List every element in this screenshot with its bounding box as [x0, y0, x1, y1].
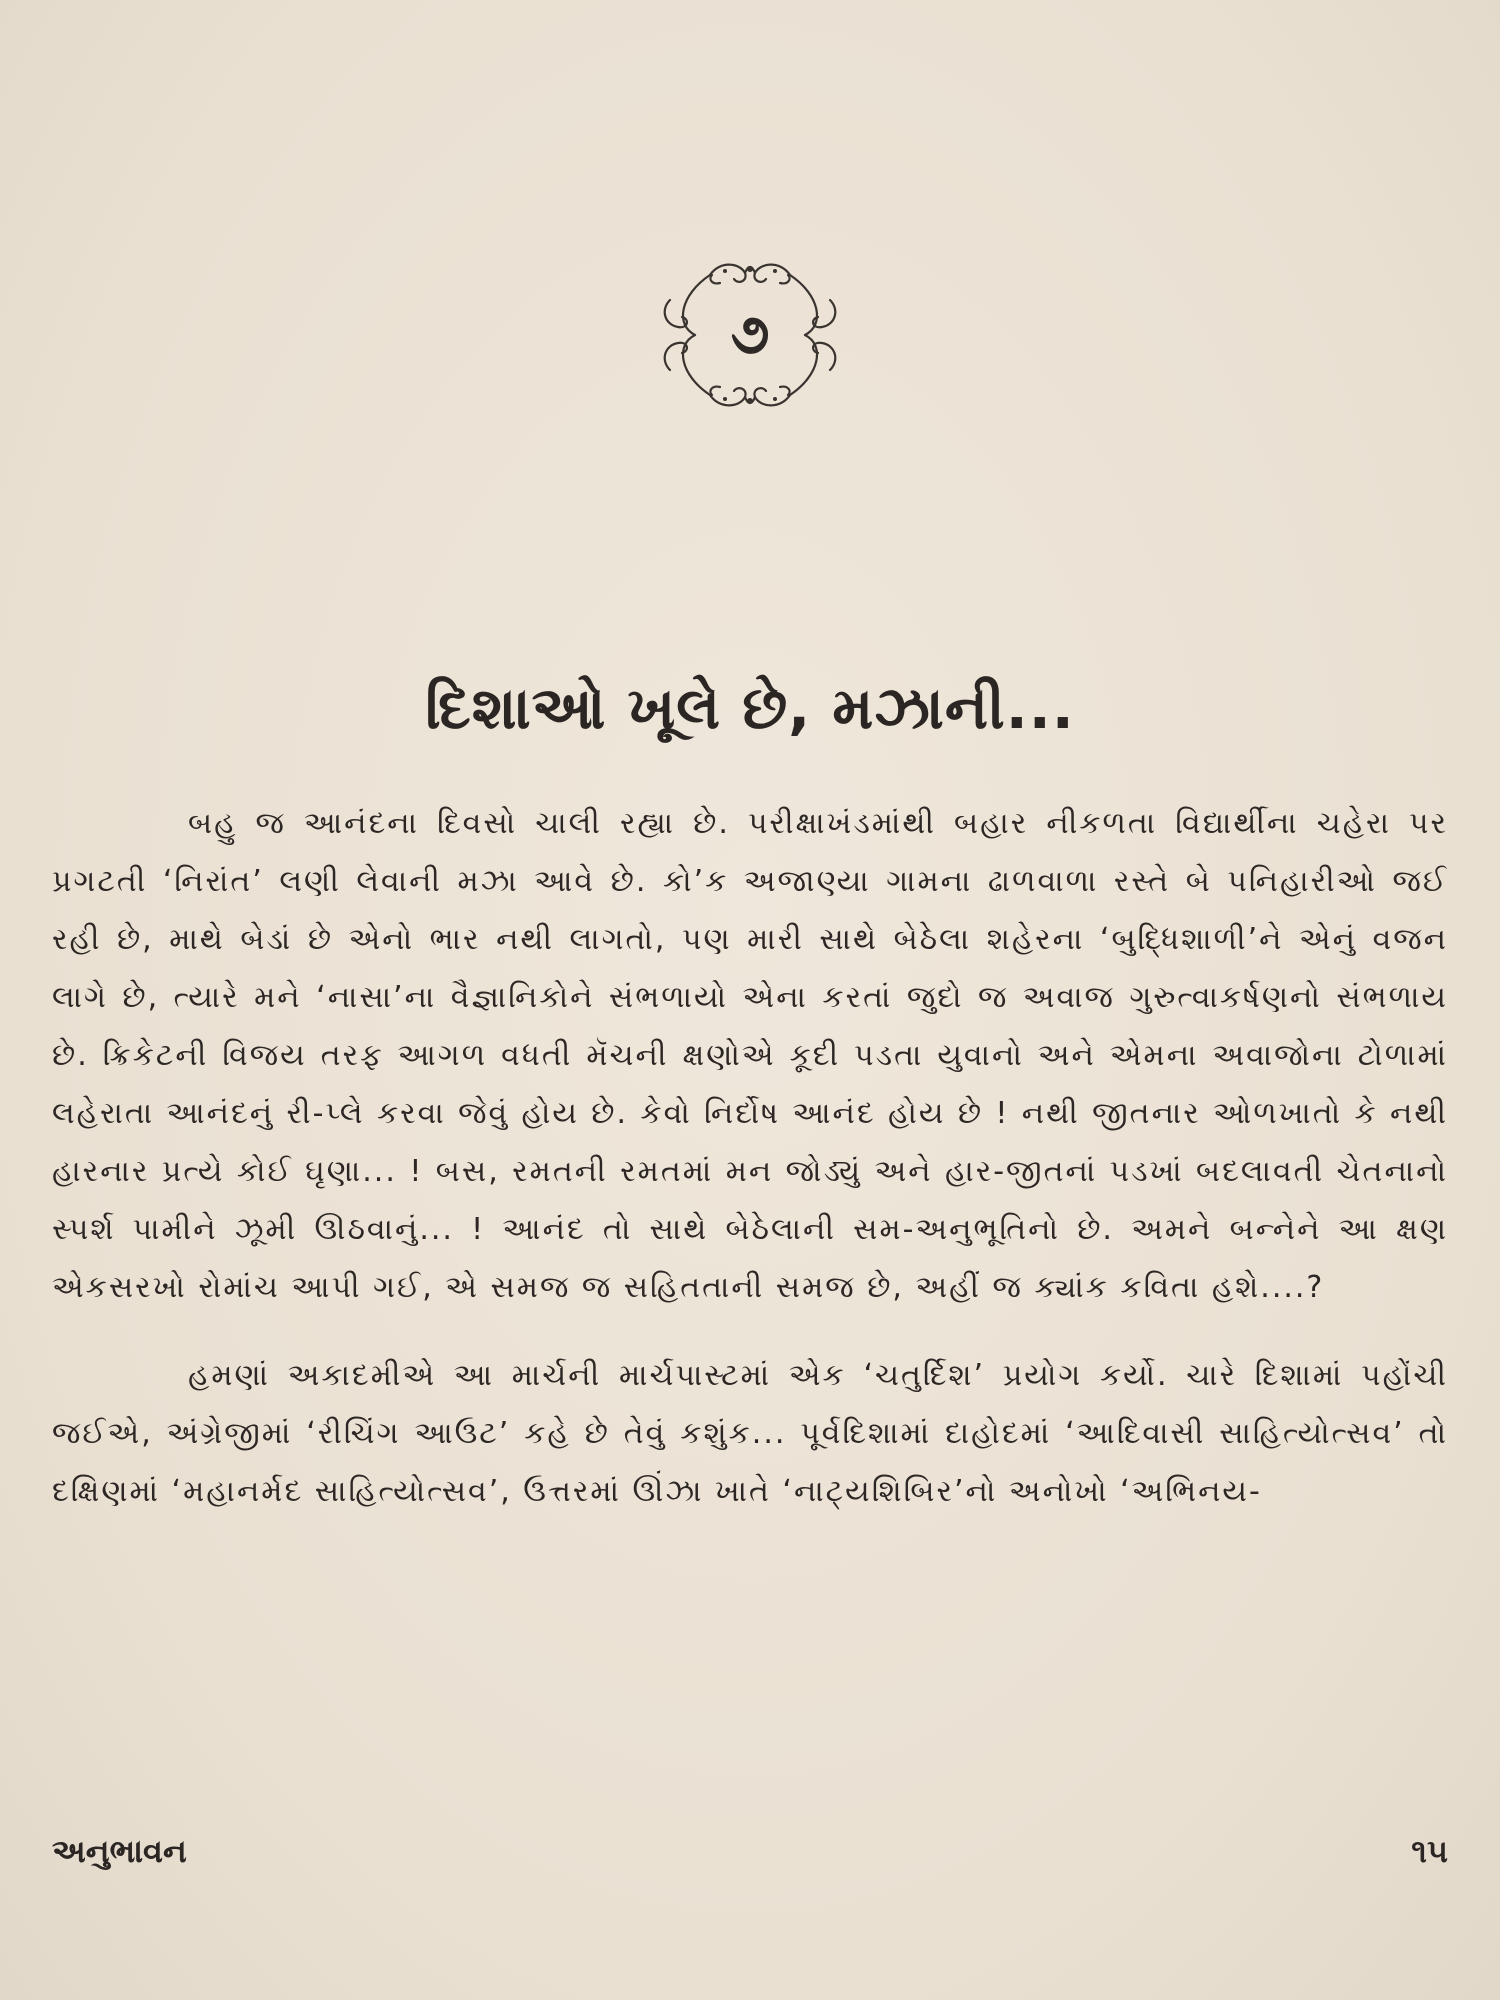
chapter-body	[52, 795, 1448, 1521]
paragraph: હમણાં અકાદમીએ આ માર્ચની માર્ચપાસ્ટમાં એક ‘ચતુર્દિશ’ પ્રયોગ કર્યો. ચારે દિશામાં પહોંચી જઈએ, અંગ્રેજીમાં ‘રીચિંગ આઉટ’ કહે છે તેવું કશુંક... પૂર્વદિશામાં દાહોદમાં ‘આદિવાસી સાહિત્યોત્સવ’ તો દક્ષિણમાં ‘મહાનર્મદ સાહિત્યોત્સવ’, ઉત્તરમાં ઊંઝા ખાતે ‘નાટ્યશિબિર’નો અનોખો ‘અભિનય-	[52, 1358, 1448, 1509]
running-title: અનુભાવન	[52, 1832, 187, 1870]
paragraph: બહુ જ આનંદના દિવસો ચાલી રહ્યા છે. પરીક્ષાખંડમાંથી બહાર નીકળતા વિદ્યાર્થીના ચહેરા પર પ્રગટતી ‘નિરાંત’ લણી લેવાની મઝા આવે છે. કો’ક અજાણ્યા ગામના ઢાળવાળા રસ્તે બે પનિહારીઓ જઈ રહી છે, માથે બેડાં છે એનો ભાર નથી લાગતો, પણ મારી સાથે બેઠેલા શહેરના ‘બુદ્ધિશાળી’ને એનું વજન લાગે છે, ત્યારે મને ‘નાસા’ના વૈજ્ઞાનિકોને સંભળાયો એના કરતાં જુદો જ અવાજ ગુરુત્વાકર્ષણનો સંભળાય છે. ક્રિકેટની વિજય તરફ આગળ વધતી મૅચની ક્ષણોએ કૂદી પડતા યુવાનો અને એમના અવાજોના ટોળામાં લહેરાતા આનંદનું રી-પ્લે કરવા જેવું હોય છે. કેવો નિર્દોષ આનંદ હોય છે ! નથી જીતનાર ઓળખાતો કે નથી હારનાર પ્રત્યે કોઈ ઘૃણા... ! બસ, રમતની રમતમાં મન જોડ્યું અને હાર-જીતનાં પડખાં બદલાવતી ચેતનાનો સ્પર્શ પામીને ઝૂમી ઊઠવાનું... ! આનંદ તો સાથે બેઠેલાની સમ-અનુભૂતિનો છે. અમને બન્નેને આ ક્ષણ એકસરખો રોમાંચ આપી ગઈ, એ સમજ જ સહિતતાની સમજ છે, અહીં જ ક્યાંક કવિતા હશે....?	[52, 806, 1448, 1305]
page-footer	[52, 1832, 1448, 1882]
page-number: ૧૫	[1411, 1832, 1448, 1870]
chapter-number: ૭	[730, 302, 770, 367]
chapter-title: દિશાઓ ખૂલે છે, મઝાની...	[425, 674, 1075, 742]
